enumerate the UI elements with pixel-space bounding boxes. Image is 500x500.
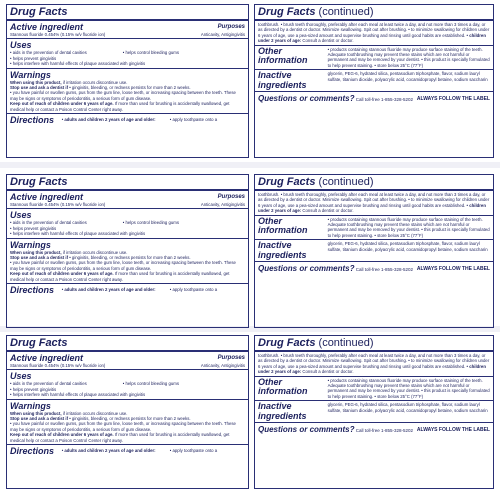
directions-continued-text [258, 22, 490, 44]
questions-section [255, 92, 493, 105]
directions-consult: Consult a dentist or doctor. [301, 208, 354, 214]
inactive-ingredients-section [255, 70, 493, 92]
directions-section [7, 114, 248, 126]
other-information-text: • products containing stannous fluoride may produce surface staining of the teeth. Adequate toothbrushing may prevent these stains which are not harmful or permanent and may be removed by your dentist. • this product is specially formulated to help prevent staining. • store below 25°C (77°F) [327, 216, 490, 238]
use-item: • helps prevent gingivitis [10, 55, 57, 61]
directions-row [10, 285, 245, 295]
questions-phone: Call toll-free 1-855-328-5202 [355, 97, 414, 103]
warnings-section [7, 400, 248, 445]
use-item: • helps interfere with harmful effects of plaque associated with gingivitis [10, 231, 146, 237]
use-item: • helps control bleeding gums [122, 50, 180, 56]
warning-body: if irritation occurs discontinue use. [61, 249, 128, 255]
uses-heading-text: Uses [10, 40, 32, 51]
drug-facts-title-text: Drug Facts [10, 337, 68, 349]
other-information-heading: Other information [258, 215, 308, 236]
inactive-ingredients-heading: Inactive ingredients [258, 240, 307, 260]
active-ingredient-purpose: Anticavity, Antigingivitis [200, 363, 245, 368]
drug-facts-panel [6, 174, 494, 328]
uses-heading-text: Uses [10, 371, 32, 382]
inactive-ingredients-text: glycerin, PEG-6, hydrated silica, pentasodium triphosphate, flavor, sodium lauryl sulfate, titanium dioxide, polyacrylic acid, cocamidopropyl betaine, sodium saccharin [327, 241, 488, 252]
panel-divider [0, 162, 500, 168]
active-ingredient-header-row [10, 22, 245, 32]
inactive-ingredients-text: glycerin, PEG-6, hydrated silica, pentasodium triphosphate, flavor, sodium lauryl sulfate, titanium dioxide, polyacrylic acid, cocamidopropyl betaine, sodium saccharin [327, 71, 488, 82]
warnings-heading [10, 70, 245, 80]
drug-facts-continued-title [255, 5, 493, 21]
directions-row [10, 446, 245, 456]
active-ingredient-heading: Active ingredient [10, 353, 84, 363]
uses-heading [10, 210, 245, 220]
inactive-ingredients-section [255, 401, 493, 423]
questions-line [258, 425, 413, 434]
active-ingredient-section [7, 191, 248, 209]
other-information-section [255, 216, 493, 241]
uses-section [7, 209, 248, 238]
use-item: • aids in the prevention of dental cavities [10, 50, 87, 56]
directions-apply: • apply toothpaste onto a [169, 287, 218, 293]
other-information-text: • products containing stannous fluoride may produce surface staining of the teeth. Adequate toothbrushing may prevent these stains which are not harmful or permanent and may be removed by your dentist. • this product is specially formulated to help prevent staining. • store below 25°C (77°F) [327, 377, 490, 399]
follow-label-notice: ALWAYS FOLLOW THE LABEL [416, 95, 490, 102]
active-ingredient-purpose: Anticavity, Antigingivitis [200, 202, 245, 207]
directions-continued-text [258, 353, 490, 375]
drug-facts-title-text: Drug Facts [10, 176, 68, 188]
active-ingredient-purpose: Anticavity, Antigingivitis [200, 32, 245, 37]
directions-text: toothbrush. • brush teeth thoroughly, preferably after each meal at least twice a day, and not more than 3 times a day, or as directed by a dentist or doctor. Minimize swallowing. Spit out after brushing. • to minimize swallowing for children under 6 years of age, use a pea-sized amount and supervise brushing and rinsing until good habits are established. [258, 192, 490, 208]
use-item: • helps control bleeding gums [122, 381, 180, 387]
active-ingredient-line [10, 202, 245, 207]
warning-lead: When using this product, [10, 79, 62, 85]
drug-facts-title [7, 175, 248, 191]
warning-body: if irritation occurs discontinue use. [61, 79, 128, 85]
purposes-heading: Purposes [217, 194, 245, 200]
use-item: • helps interfere with harmful effects of plaque associated with gingivitis [10, 392, 146, 398]
questions-line [258, 264, 413, 273]
drug-facts-left-column [6, 335, 249, 489]
warning-body: If more than used for brushing is accidentally swallowed, get medical help or contact a Poison Control Center right away. [10, 432, 230, 443]
warning-lead: Keep out of reach of children under 6 years of age. [10, 271, 114, 277]
questions-section [255, 423, 493, 436]
warning-body: • gingivitis, bleeding, or redness persists for more than 2 weeks. [68, 416, 191, 422]
directions-children-lead: • children under 2 years of age: [258, 363, 486, 375]
purposes-heading: Purposes [217, 24, 245, 30]
uses-heading [10, 371, 245, 381]
directions-continued [255, 191, 493, 216]
directions-children-lead: • children under 2 years of age: [258, 202, 486, 214]
directions-continued [255, 352, 493, 377]
active-ingredient-header-row [10, 353, 245, 363]
warning-lead: When using this product, [10, 249, 62, 255]
directions-text: toothbrush. • brush teeth thoroughly, preferably after each meal at least twice a day, and not more than 3 times a day, or as directed by a dentist or doctor. Minimize swallowing. Spit out after brushing. • to minimize swallowing for children under 6 years of age, use a pea-sized amount and supervise brushing and rinsing until good habits are established. [258, 22, 490, 38]
active-ingredient-text: Stannous fluoride 0.454% (0.15% w/v fluoride ion) [10, 363, 106, 368]
active-ingredient-header-row [10, 192, 245, 202]
use-item: • aids in the prevention of dental cavities [10, 381, 87, 387]
follow-label-notice: ALWAYS FOLLOW THE LABEL [416, 265, 490, 272]
drug-facts-panel [6, 4, 494, 158]
questions-heading: Questions or comments? [258, 94, 355, 104]
directions-adults: • adults and children 2 years of age and older: [61, 448, 156, 454]
questions-phone: Call toll-free 1-855-328-5202 [355, 428, 414, 434]
warnings-section [7, 69, 248, 114]
directions-consult: Consult a dentist or doctor. [301, 369, 354, 375]
continued-label: (continued) [315, 176, 374, 188]
warnings-heading [10, 401, 245, 411]
active-ingredient-heading: Active ingredient [10, 22, 84, 32]
other-information-heading: Other information [258, 45, 308, 66]
warning-lead: Keep out of reach of children under 6 years of age. [10, 101, 114, 107]
questions-phone: Call toll-free 1-855-328-5202 [355, 267, 414, 273]
directions-row [10, 115, 245, 125]
directions-continued-text [258, 192, 490, 214]
active-ingredient-text: Stannous fluoride 0.454% (0.15% w/v fluoride ion) [10, 32, 106, 37]
warning-periodontitis: • you have painful or swollen gums, pus from the gum line, loose teeth, or increasing spacing between the teeth. These may be signs or symptoms of periodontitis, a serious form of gum disease. [10, 90, 236, 101]
directions-continued [255, 21, 493, 46]
directions-heading: Directions [10, 446, 55, 457]
use-item: • helps prevent gingivitis [10, 225, 57, 231]
active-ingredient-line [10, 363, 245, 368]
questions-heading: Questions or comments? [258, 264, 355, 274]
use-item: • helps prevent gingivitis [10, 386, 57, 392]
directions-apply: • apply toothpaste onto a [169, 117, 218, 123]
drug-facts-title [7, 336, 248, 352]
warning-body: • gingivitis, bleeding, or redness persists for more than 2 weeks. [68, 85, 191, 91]
drug-facts-title-text: Drug Facts [10, 6, 68, 18]
directions-children-lead: • children under 2 years of age: [258, 32, 486, 44]
warnings-heading-text: Warnings [10, 400, 51, 411]
warning-periodontitis: • you have painful or swollen gums, pus from the gum line, loose teeth, or increasing spacing between the teeth. These may be signs or symptoms of periodontitis, a serious form of gum disease. [10, 421, 236, 432]
drug-facts-right-column [254, 4, 494, 158]
use-item: • aids in the prevention of dental cavities [10, 220, 87, 226]
other-information-section [255, 377, 493, 402]
continued-label: (continued) [315, 6, 374, 18]
drug-facts-left-column [6, 174, 249, 328]
active-ingredient-section [7, 21, 248, 39]
warning-keep-out-of-reach [10, 101, 245, 112]
warning-keep-out-of-reach [10, 271, 245, 282]
warnings-heading-text: Warnings [10, 239, 51, 250]
uses-section [7, 370, 248, 399]
questions-section [255, 262, 493, 275]
directions-heading: Directions [10, 115, 55, 126]
other-information-text: • products containing stannous fluoride may produce surface staining of the teeth. Adequate toothbrushing may prevent these stains which are not harmful or permanent and may be removed by your dentist. • this product is specially formulated to help prevent staining. • store below 25°C (77°F) [327, 46, 490, 68]
follow-label-notice: ALWAYS FOLLOW THE LABEL [416, 426, 490, 433]
warning-lead: When using this product, [10, 410, 62, 416]
drug-facts-continued-title [255, 336, 493, 352]
warning-lead: Keep out of reach of children under 6 years of age. [10, 432, 114, 438]
drug-facts-panel [6, 335, 494, 489]
directions-section [7, 284, 248, 296]
uses-heading-text: Uses [10, 210, 32, 221]
use-item: • helps control bleeding gums [122, 220, 180, 226]
warnings-heading-text: Warnings [10, 69, 51, 80]
active-ingredient-line [10, 32, 245, 37]
inactive-ingredients-section [255, 240, 493, 262]
warnings-heading [10, 240, 245, 250]
warning-body: If more than used for brushing is accidentally swallowed, get medical help or contact a Poison Control Center right away. [10, 101, 230, 112]
drug-facts-title [7, 5, 248, 21]
warning-body: • gingivitis, bleeding, or redness persists for more than 2 weeks. [68, 255, 191, 261]
other-information-section [255, 46, 493, 71]
questions-heading: Questions or comments? [258, 425, 355, 435]
directions-text: toothbrush. • brush teeth thoroughly, preferably after each meal at least twice a day, and not more than 3 times a day, or as directed by a dentist or doctor. Minimize swallowing. Spit out after brushing. • to minimize swallowing for children under 6 years of age, use a pea-sized amount and supervise brushing and rinsing until good habits are established. [258, 353, 490, 369]
continued-label: (continued) [315, 337, 374, 349]
warning-body: if irritation occurs discontinue use. [61, 410, 128, 416]
use-item: • helps interfere with harmful effects of plaque associated with gingivitis [10, 61, 146, 67]
warnings-section [7, 239, 248, 284]
drug-facts-left-column [6, 4, 249, 158]
drug-facts-title-text: Drug Facts [258, 6, 316, 18]
warning-keep-out-of-reach [10, 432, 245, 443]
drug-facts-right-column [254, 335, 494, 489]
directions-consult: Consult a dentist or doctor. [301, 38, 354, 44]
warning-lead: Stop use and ask a dentist if [10, 416, 69, 422]
directions-adults: • adults and children 2 years of age and older: [61, 117, 156, 123]
warning-lead: Stop use and ask a dentist if [10, 85, 69, 91]
uses-section [7, 39, 248, 68]
active-ingredient-section [7, 352, 248, 370]
warning-body: If more than used for brushing is accidentally swallowed, get medical help or contact a Poison Control Center right away. [10, 271, 230, 282]
directions-apply: • apply toothpaste onto a [169, 448, 218, 454]
drug-facts-continued-title [255, 175, 493, 191]
active-ingredient-text: Stannous fluoride 0.454% (0.15% w/v fluoride ion) [10, 202, 106, 207]
purposes-heading: Purposes [217, 355, 245, 361]
directions-heading: Directions [10, 285, 55, 296]
directions-section [7, 445, 248, 457]
inactive-ingredients-text: glycerin, PEG-6, hydrated silica, pentasodium triphosphate, flavor, sodium lauryl sulfate, titanium dioxide, polyacrylic acid, cocamidopropyl betaine, sodium saccharin [327, 402, 488, 413]
other-information-heading: Other information [258, 376, 308, 397]
inactive-ingredients-heading: Inactive ingredients [258, 70, 307, 90]
drug-facts-title-text: Drug Facts [258, 337, 316, 349]
uses-heading [10, 40, 245, 50]
active-ingredient-heading: Active ingredient [10, 192, 84, 202]
warning-lead: Stop use and ask a dentist if [10, 255, 69, 261]
warning-periodontitis: • you have painful or swollen gums, pus from the gum line, loose teeth, or increasing spacing between the teeth. These may be signs or symptoms of periodontitis, a serious form of gum disease. [10, 260, 236, 271]
drug-facts-title-text: Drug Facts [258, 176, 316, 188]
inactive-ingredients-heading: Inactive ingredients [258, 401, 307, 421]
directions-adults: • adults and children 2 years of age and older: [61, 287, 156, 293]
drug-facts-right-column [254, 174, 494, 328]
questions-line [258, 94, 413, 103]
